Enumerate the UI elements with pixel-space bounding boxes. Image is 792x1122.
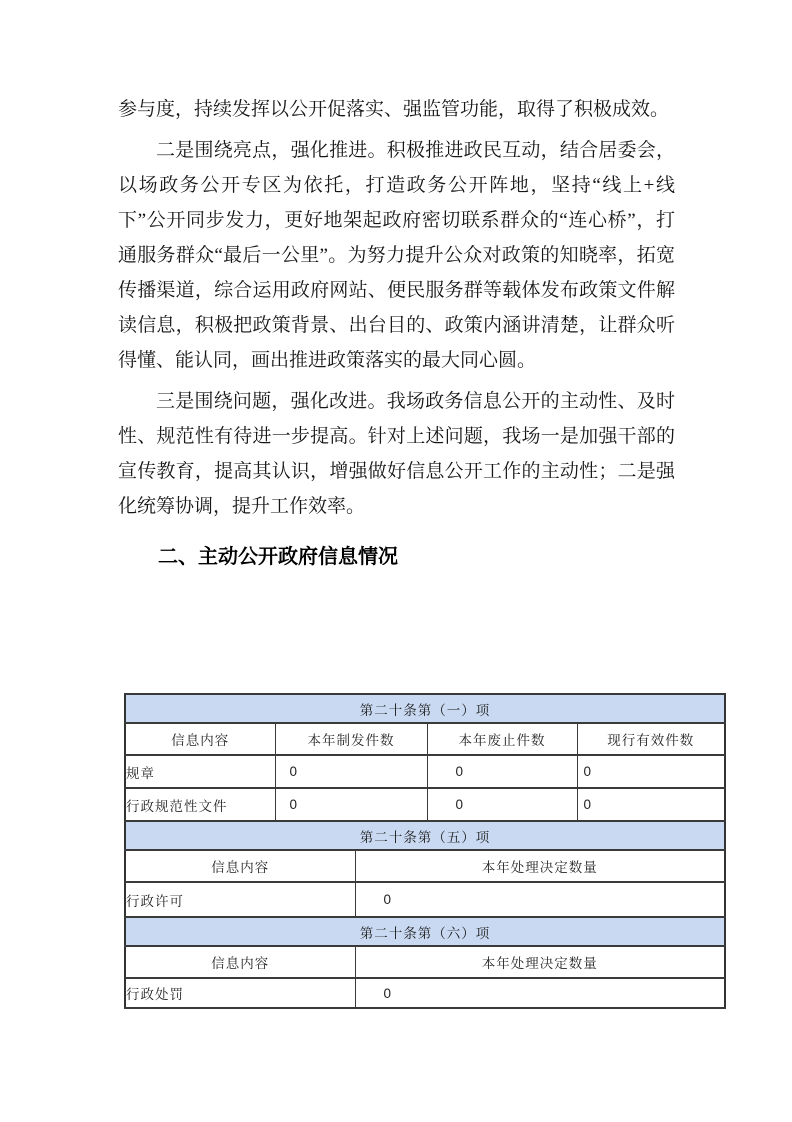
cell-value: 0 — [355, 882, 725, 917]
table-article20-item5 — [124, 820, 726, 918]
disclosure-tables — [124, 693, 724, 1009]
cell-value: 0 — [427, 755, 577, 788]
row-label-administrative-license: 行政许可 — [125, 882, 355, 917]
section-heading: 二、主动公开政府信息情况 — [158, 546, 398, 568]
table-title: 第二十条第（一）项 — [125, 694, 725, 723]
row-label-administrative-penalty: 行政处罚 — [125, 978, 355, 1008]
table-row — [125, 882, 725, 917]
cell-value: 0 — [275, 755, 427, 788]
row-label-regulations: 规章 — [125, 755, 275, 788]
col-header-info-content: 信息内容 — [125, 946, 355, 978]
col-header-decisions-this-year: 本年处理决定数量 — [355, 850, 725, 882]
cell-value: 0 — [577, 788, 725, 821]
cell-value: 0 — [275, 788, 427, 821]
cell-value: 0 — [355, 978, 725, 1008]
paragraph-continuation: 参与度，持续发挥以公开促落实、强监管功能，取得了积极成效。 — [118, 99, 670, 120]
paragraph-problems: 三是围绕问题，强化改进。我场政务信息公开的主动性、及时性、规范性有待进一步提高。针对上述问题，我场一是加强干部的宣传教育，提高其认识，增强做好信息公开工作的主动性；二是强化统筹协调，提升工作效率。 — [118, 391, 675, 517]
table-title-row — [125, 917, 725, 946]
col-header-info-content: 信息内容 — [125, 723, 275, 755]
col-header-currently-effective: 现行有效件数 — [577, 723, 725, 755]
body-text — [118, 92, 675, 575]
cell-value: 0 — [577, 755, 725, 788]
table-row — [125, 788, 725, 821]
col-header-info-content: 信息内容 — [125, 850, 355, 882]
col-header-repealed-this-year: 本年废止件数 — [427, 723, 577, 755]
cell-value: 0 — [427, 788, 577, 821]
table-row — [125, 755, 725, 788]
col-header-issued-this-year: 本年制发件数 — [275, 723, 427, 755]
paragraph-highlights: 二是围绕亮点，强化推进。积极推进政民互动，结合居委会，以场政务公开专区为依托，打造政务公开阵地，坚持“线上+线下”公开同步发力，更好地架起政府密切联系群众的“连心桥”，打通服务群众“最后一公里”。为努力提升公众对政策的知晓率，拓宽传播渠道，综合运用政府网站、便民服务群等载体发布政策文件解读信息，积极把政策背景、出台目的、政策内涵讲清楚，让群众听得懂、能认同，画出推进政策落实的最大同心圆。 — [118, 140, 675, 371]
table-title: 第二十条第（六）项 — [125, 917, 725, 946]
col-header-decisions-this-year: 本年处理决定数量 — [355, 946, 725, 978]
table-header-row — [125, 723, 725, 755]
table-header-row — [125, 946, 725, 978]
table-title-row — [125, 694, 725, 723]
table-header-row — [125, 850, 725, 882]
table-title: 第二十条第（五）项 — [125, 821, 725, 850]
table-article20-item6 — [124, 916, 726, 1009]
table-article20-item1 — [124, 693, 726, 822]
table-title-row — [125, 821, 725, 850]
table-row — [125, 978, 725, 1008]
row-label-normative-documents: 行政规范性文件 — [125, 788, 275, 821]
